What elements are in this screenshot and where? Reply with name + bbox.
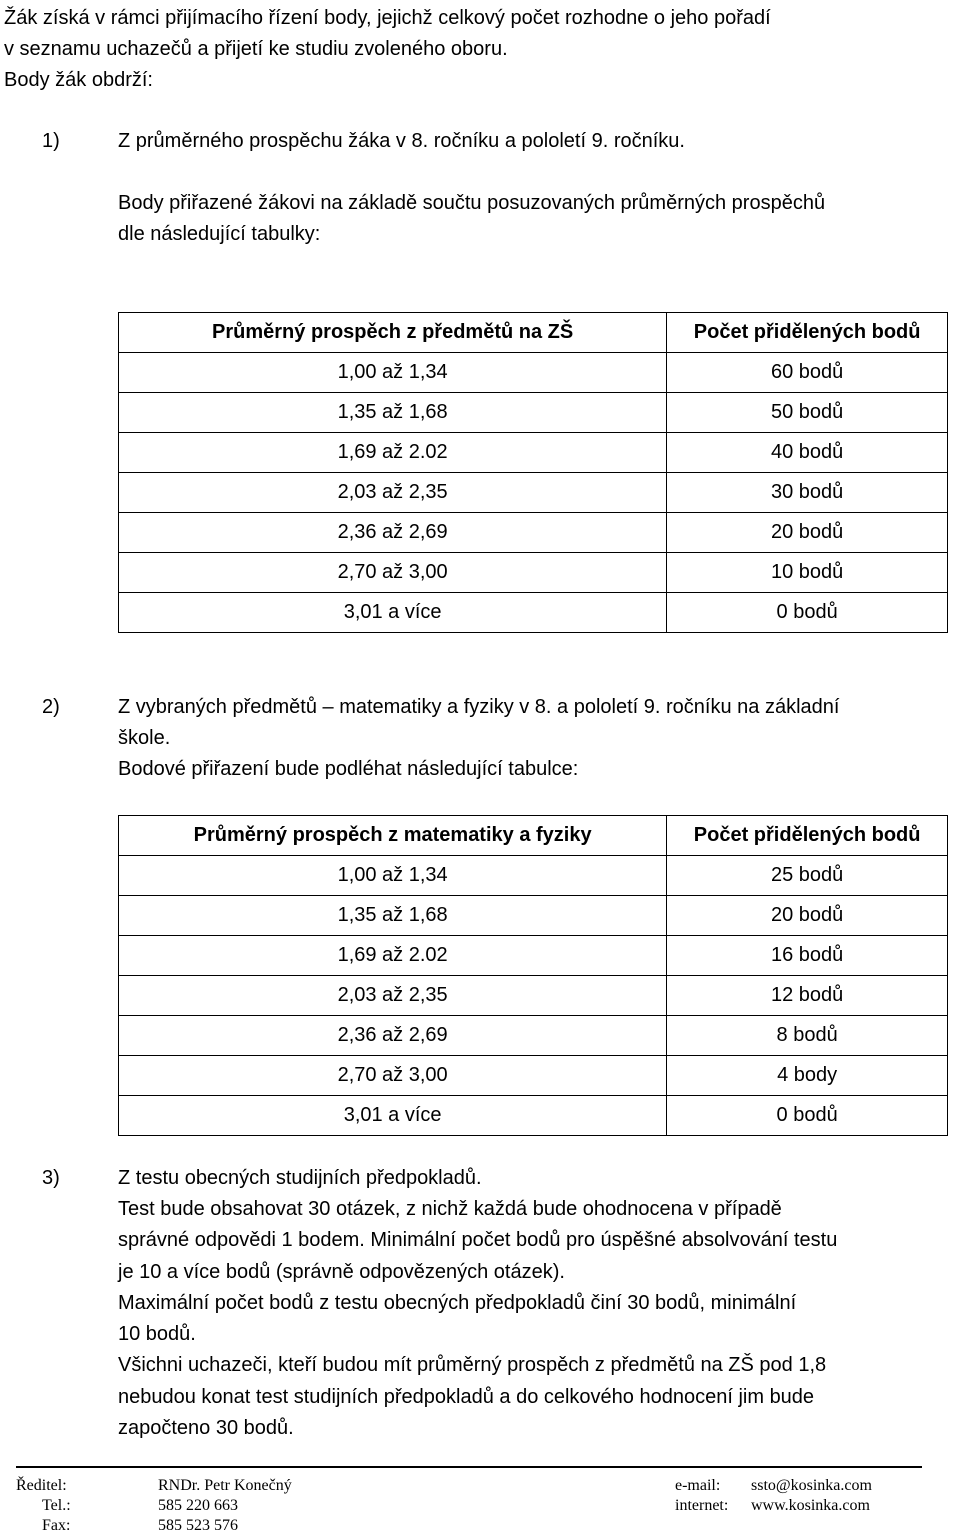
points-cell: 25 bodů (667, 856, 948, 896)
column-header-points: Počet přidělených bodů (667, 816, 948, 856)
points-cell: 20 bodů (667, 513, 948, 553)
footer-divider (16, 1466, 922, 1468)
footer-fax-label: Fax: (42, 1517, 71, 1534)
footer-director-name: RNDr. Petr Konečný (158, 1477, 292, 1494)
points-cell: 4 body (667, 1056, 948, 1096)
table-math-physics (118, 815, 948, 1136)
column-header-average: Průměrný prospěch z matematiky a fyziky (119, 816, 667, 856)
points-cell: 40 bodů (667, 433, 948, 473)
table-row (119, 1056, 948, 1096)
section-3-line-5: Maximální počet bodů z testu obecných předpokladů činí 30 bodů, minimální (118, 1292, 797, 1314)
range-cell: 2,70 až 3,00 (119, 1056, 667, 1096)
footer-director-label: Ředitel: (16, 1477, 67, 1494)
column-header-average: Průměrný prospěch z předmětů na ZŠ (119, 313, 667, 353)
range-cell: 2,70 až 3,00 (119, 553, 667, 593)
table-row (119, 936, 948, 976)
section-3-number: 3) (42, 1167, 60, 1189)
section-1-title: Z průměrného prospěchu žáka v 8. ročníku a pololetí 9. ročníku. (118, 130, 685, 152)
table-row (119, 856, 948, 896)
column-header-points: Počet přidělených bodů (667, 313, 948, 353)
points-cell: 30 bodů (667, 473, 948, 513)
range-cell: 2,03 až 2,35 (119, 473, 667, 513)
table-row (119, 553, 948, 593)
section-3-line-4: je 10 a více bodů (správně odpovězených otázek). (118, 1261, 565, 1283)
points-cell: 20 bodů (667, 896, 948, 936)
section-1-desc-1: Body přiřazené žákovi na základě součtu posuzovaných průměrných prospěchů (118, 192, 826, 214)
footer-website-link[interactable]: www.kosinka.com (751, 1497, 870, 1514)
table-row (119, 1096, 948, 1136)
intro-line-2: v seznamu uchazečů a přijetí ke studiu zvoleného oboru. (4, 38, 508, 60)
points-cell: 60 bodů (667, 353, 948, 393)
table-row (119, 513, 948, 553)
points-cell: 50 bodů (667, 393, 948, 433)
footer-fax: 585 523 576 (158, 1517, 238, 1534)
section-3-line-8: nebudou konat test studijních předpokladů a do celkového hodnocení jim bude (118, 1386, 815, 1408)
table-row (119, 433, 948, 473)
section-3-line-3: správné odpovědi 1 bodem. Minimální počet bodů pro úspěšné absolvování testu (118, 1229, 838, 1251)
table-row (119, 393, 948, 433)
section-3-line-9: započteno 30 bodů. (118, 1417, 294, 1439)
points-cell: 0 bodů (667, 593, 948, 633)
intro-line-1: Žák získá v rámci přijímacího řízení body, jejichž celkový počet rozhodne o jeho pořadí (4, 7, 771, 29)
range-cell: 1,00 až 1,34 (119, 353, 667, 393)
points-cell: 12 bodů (667, 976, 948, 1016)
points-cell: 8 bodů (667, 1016, 948, 1056)
table-overall-average (118, 312, 948, 633)
section-3-line-1: Z testu obecných studijních předpokladů. (118, 1167, 482, 1189)
section-2-title-cont: škole. (118, 727, 171, 749)
range-cell: 1,35 až 1,68 (119, 896, 667, 936)
section-3-line-7: Všichni uchazeči, kteří budou mít průměrný prospěch z předmětů na ZŠ pod 1,8 (118, 1354, 827, 1376)
intro-line-3: Body žák obdrží: (4, 69, 153, 91)
footer-internet-label: internet: (675, 1497, 729, 1514)
section-3-line-6: 10 bodů. (118, 1323, 196, 1345)
range-cell: 3,01 a více (119, 1096, 667, 1136)
section-1-desc-2: dle následující tabulky: (118, 223, 321, 245)
points-cell: 10 bodů (667, 553, 948, 593)
section-3-line-2: Test bude obsahovat 30 otázek, z nichž každá bude ohodnocena v případě (118, 1198, 782, 1220)
range-cell: 1,35 až 1,68 (119, 393, 667, 433)
range-cell: 2,36 až 2,69 (119, 1016, 667, 1056)
table-header-row (119, 816, 948, 856)
footer-tel: 585 220 663 (158, 1497, 238, 1514)
section-2-desc: Bodové přiřazení bude podléhat následující tabulce: (118, 758, 579, 780)
range-cell: 2,03 až 2,35 (119, 976, 667, 1016)
table-header-row (119, 313, 948, 353)
table-row (119, 353, 948, 393)
table-row (119, 976, 948, 1016)
range-cell: 1,69 až 2.02 (119, 433, 667, 473)
footer-email-link[interactable]: ssto@kosinka.com (751, 1477, 872, 1494)
range-cell: 2,36 až 2,69 (119, 513, 667, 553)
points-cell: 0 bodů (667, 1096, 948, 1136)
footer-tel-label: Tel.: (42, 1497, 71, 1514)
table-row (119, 473, 948, 513)
range-cell: 1,69 až 2.02 (119, 936, 667, 976)
section-2-title: Z vybraných předmětů – matematiky a fyziky v 8. a pololetí 9. ročníku na základní (118, 696, 840, 718)
section-2-number: 2) (42, 696, 60, 718)
range-cell: 1,00 až 1,34 (119, 856, 667, 896)
table-row (119, 896, 948, 936)
points-cell: 16 bodů (667, 936, 948, 976)
range-cell: 3,01 a více (119, 593, 667, 633)
table-row (119, 593, 948, 633)
section-1-number: 1) (42, 130, 60, 152)
table-row (119, 1016, 948, 1056)
footer-email-label: e-mail: (675, 1477, 721, 1494)
